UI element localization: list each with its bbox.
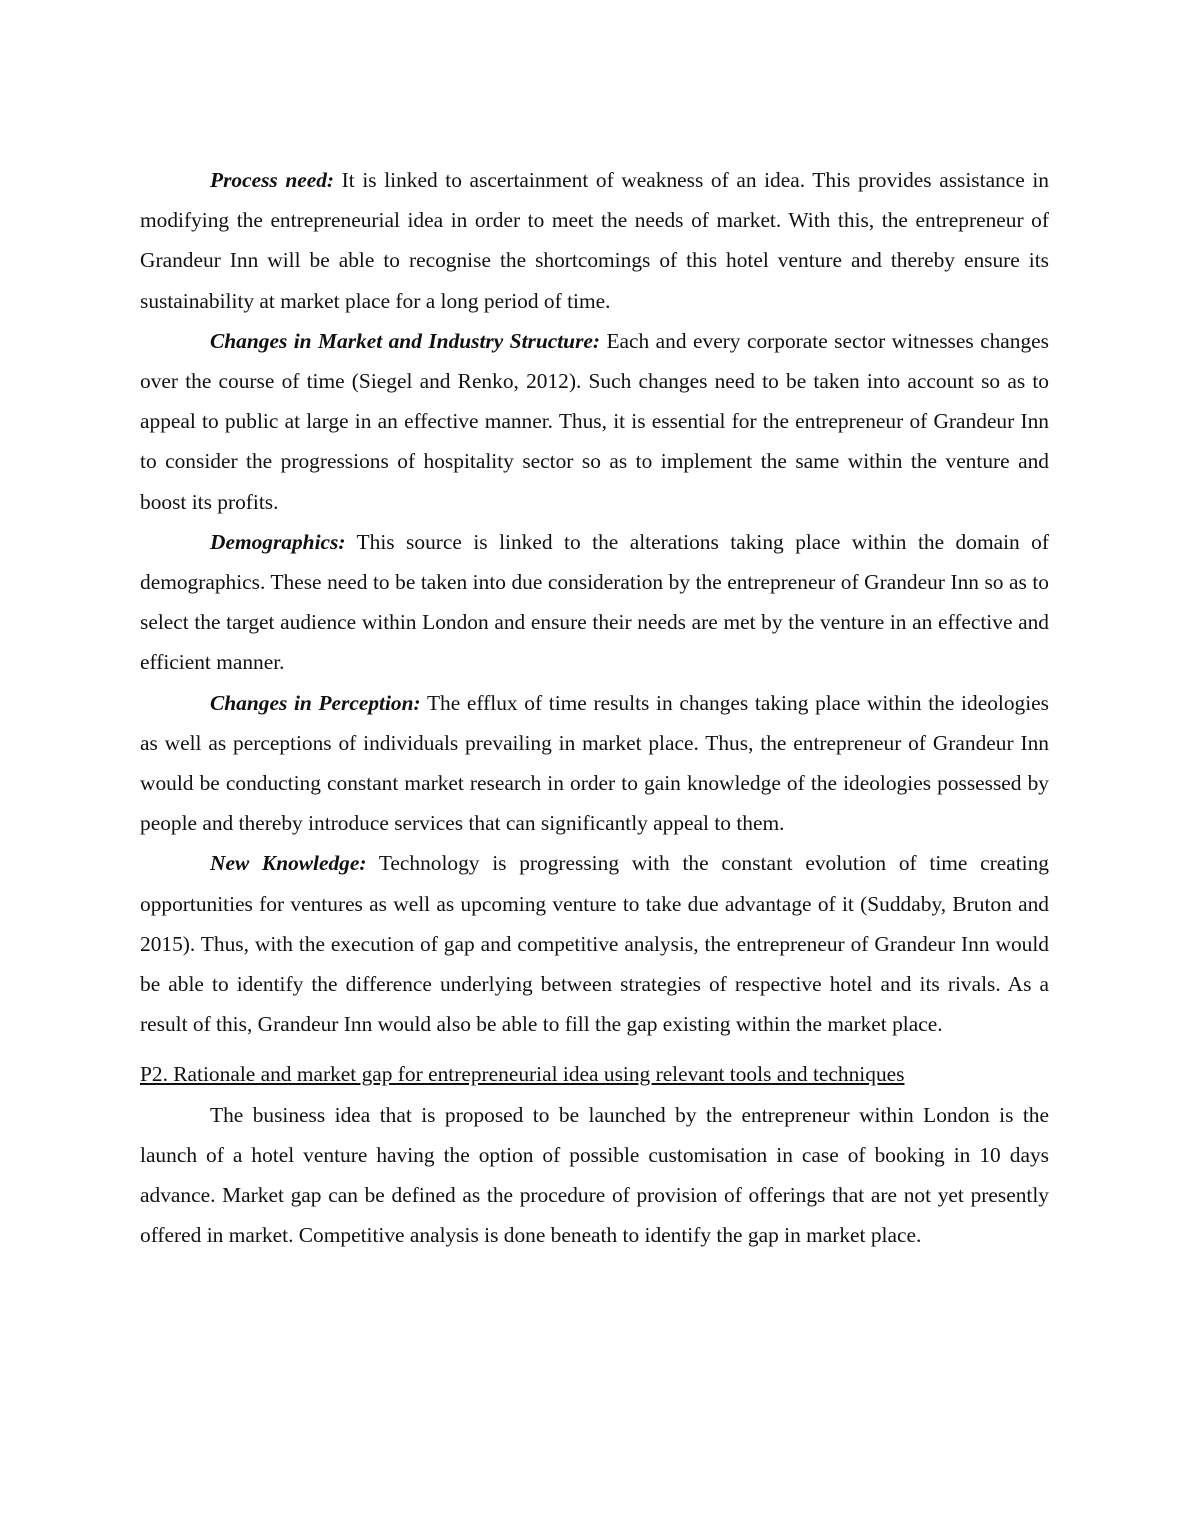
section-heading-p2: P2. Rationale and market gap for entrepreneurial idea using relevant tools and techniques: [140, 1062, 905, 1087]
paragraph-lead: Changes in Market and Industry Structure:: [210, 328, 601, 353]
paragraph-process-need: [140, 160, 1049, 321]
paragraph-new-knowledge: [140, 843, 1049, 1044]
paragraph-text: Each and every corporate sector witnesses changes over the course of time (Siegel and Renko, 2012). Such changes need to be taken into account so as to appeal to public at large in an effective manner. Thus, it is essential for the entrepreneur of Grandeur Inn to consider the progressions of hospitality sector so as to implement the same within the venture and boost its profits.: [140, 328, 1049, 514]
paragraph-changes-in-perception: [140, 683, 1049, 844]
paragraph-lead: New Knowledge:: [210, 851, 367, 876]
paragraph-lead: Changes in Perception:: [210, 690, 421, 715]
paragraph-text: Technology is progressing with the constant evolution of time creating opportunities for ventures as well as upcoming venture to take due advantage of it (Suddaby, Bruton and 2015). Thus, with the execution of gap and competitive analysis, the entrepreneur of Grandeur Inn would be able to identify the difference underlying between strategies of respective hotel and its rivals. As a result of this, Grandeur Inn would also be able to fill the gap existing within the market place.: [140, 851, 1049, 1037]
paragraph-text: It is linked to ascertainment of weakness of an idea. This provides assistance in modifying the entrepreneurial idea in order to meet the needs of market. With this, the entrepreneur of Grandeur Inn will be able to recognise the shortcomings of this hotel venture and thereby ensure its sustainability at market place for a long period of time.: [140, 168, 1049, 313]
paragraph-text: This source is linked to the alterations taking place within the domain of demographics. These need to be taken into due consideration by the entrepreneur of Grandeur Inn so as to select the target audience within London and ensure their needs are met by the venture in an effective and efficient manner.: [140, 529, 1049, 675]
paragraph-market-industry-structure: [140, 321, 1049, 522]
paragraph-lead: Demographics:: [210, 529, 346, 554]
paragraph-demographics: [140, 522, 1049, 683]
paragraph-text: The efflux of time results in changes taking place within the ideologies as well as perceptions of individuals prevailing in market place. Thus, the entrepreneur of Grandeur Inn would be conducting constant market research in order to gain knowledge of the ideologies possessed by people and thereby introduce services that can significantly appeal to them.: [140, 690, 1049, 836]
document-page: [140, 160, 1049, 1255]
paragraph-business-idea: The business idea that is proposed to be launched by the entrepreneur within London is the launch of a hotel venture having the option of possible customisation in case of booking in 10 days advance. Market gap can be defined as the procedure of provision of offerings that are not yet presently offered in market. Competitive analysis is done beneath to identify the gap in market place.: [140, 1102, 1049, 1248]
paragraph-lead: Process need:: [210, 168, 335, 192]
